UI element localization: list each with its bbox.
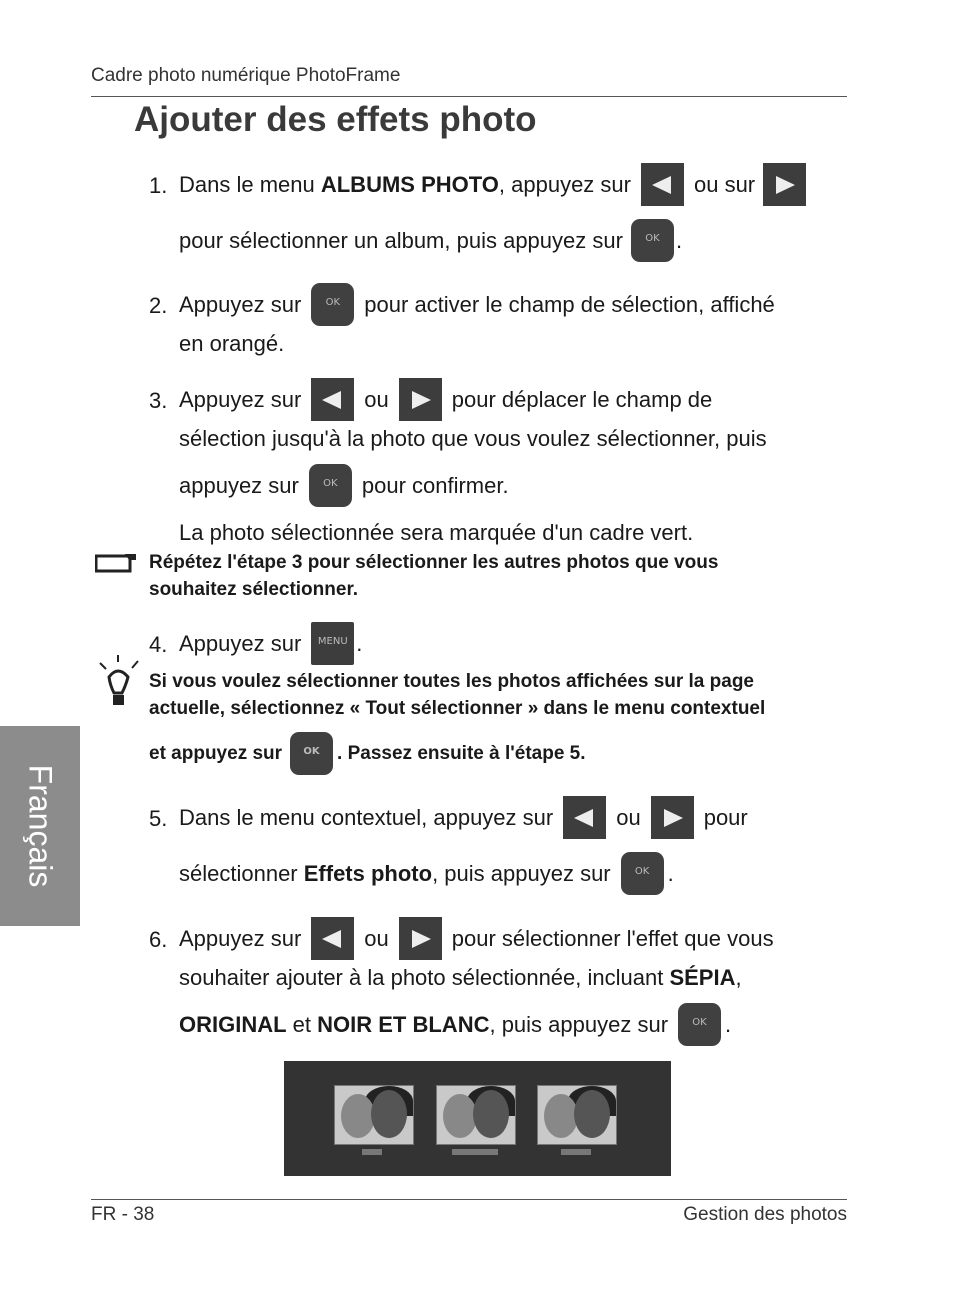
step-1-text-f: . (675, 227, 683, 253)
note-1-line-1: Répétez l'étape 3 pour sélectionner les autres photos que vous (149, 552, 719, 573)
effect-thumbnail-2 (436, 1085, 516, 1145)
step-3-line-3 (179, 464, 509, 507)
step-4-text-b: . (356, 630, 363, 656)
language-side-tab-label: Français (22, 764, 59, 888)
step-3-line-1 (179, 378, 712, 421)
step-3-text-a: Appuyez sur (179, 386, 302, 412)
header-rule (91, 96, 847, 97)
step-6-text-e: SÉPIA (669, 965, 736, 990)
step-6-line-2 (179, 965, 742, 991)
step-1-text-d: ou sur (693, 171, 756, 197)
tip-line-1: Si vous voulez sélectionner toutes les photos affichées sur la page (149, 671, 755, 692)
step-3-text-c: pour déplacer le champ de (451, 386, 713, 412)
step-3-text-b: ou (364, 386, 389, 412)
step-6-text-k: . (725, 1011, 732, 1037)
ok-button-icon: OK (678, 1003, 721, 1046)
step-1-text-b: ALBUMS PHOTO (320, 171, 499, 197)
step-5-text-c: pour (703, 804, 748, 830)
step-6-text-i: NOIR ET BLANC (317, 1011, 490, 1037)
ok-button-icon: OK (311, 283, 354, 326)
language-side-tab (0, 726, 80, 926)
step-6-text-b: ou (364, 925, 389, 951)
step-5-line-2 (179, 852, 674, 895)
step-5-text-e: Effets photo (303, 860, 433, 886)
step-6-line-3 (179, 1003, 731, 1046)
step-3-text-g: La photo sélectionnée sera marquée d'un cadre vert. (179, 520, 694, 545)
step-1-line-2 (179, 219, 682, 262)
step-5-text-d: sélectionner (179, 860, 304, 886)
step-4-line-1 (179, 622, 362, 665)
ok-button-icon: OK (631, 219, 674, 262)
step-6-text-h: et (286, 1011, 318, 1037)
step-5-text-a: Dans le menu contextuel, appuyez sur (179, 804, 554, 830)
step-6-number: 6. (149, 927, 168, 952)
step-1-number: 1. (149, 173, 168, 198)
section-name: Gestion des photos (683, 1204, 847, 1225)
step-6-text-j: , puis appuyez sur (489, 1011, 669, 1037)
step-2-number: 2. (149, 293, 168, 318)
lightbulb-icon (98, 655, 142, 709)
step-6-line-1 (179, 917, 774, 960)
page-title: Ajouter des effets photo (134, 100, 537, 139)
page-number: FR - 38 (91, 1204, 155, 1225)
step-1-text-e: pour sélectionner un album, puis appuyez sur (179, 227, 623, 253)
footer-rule (91, 1199, 847, 1200)
step-1-line-1 (179, 163, 814, 206)
step-5-text-g: . (667, 860, 674, 886)
ok-button-icon: OK (290, 732, 333, 775)
step-5-text-b: ou (616, 804, 641, 830)
right-arrow-button-icon (763, 163, 806, 206)
left-arrow-button-icon (641, 163, 684, 206)
right-arrow-button-icon (651, 796, 694, 839)
effect-thumbnail-3 (537, 1085, 617, 1145)
right-arrow-button-icon (399, 378, 442, 421)
tip-text-3b: . Passez ensuite à l'étape 5. (337, 742, 586, 764)
tip-line-3 (149, 732, 586, 775)
step-2-text-c: en orangé. (179, 331, 285, 356)
step-6-text-d: souhaiter ajouter à la photo sélectionnée, incluant (179, 965, 670, 990)
step-1-text-c: , appuyez sur (498, 171, 631, 197)
tip-line-2: actuelle, sélectionnez « Tout sélectionner » dans le menu contextuel (149, 698, 766, 719)
effect-caption-1 (362, 1149, 382, 1155)
note-1-line-2: souhaitez sélectionner. (149, 579, 359, 600)
left-arrow-button-icon (563, 796, 606, 839)
step-5-number: 5. (149, 806, 168, 831)
step-2-text-b: pour activer le champ de sélection, affiché (364, 291, 775, 317)
step-6-text-a: Appuyez sur (179, 925, 302, 951)
step-3-text-f: pour confirmer. (361, 472, 509, 498)
step-2-line-1 (179, 283, 775, 326)
step-5-text-f: , puis appuyez sur (432, 860, 611, 886)
step-3-text-d: sélection jusqu'à la photo que vous voulez sélectionner, puis (179, 426, 767, 451)
step-1-text-a: Dans le menu (179, 171, 321, 197)
tip-text-3a: et appuyez sur (149, 742, 283, 764)
step-5-line-1 (179, 796, 748, 839)
right-arrow-button-icon (399, 917, 442, 960)
ok-button-icon: OK (621, 852, 664, 895)
effect-thumbnail-1 (334, 1085, 414, 1145)
menu-button-icon: MENU (311, 622, 354, 665)
ok-button-icon: OK (309, 464, 352, 507)
step-3-number: 3. (149, 388, 168, 413)
step-4-number: 4. (149, 632, 168, 657)
step-6-text-f: , (735, 965, 742, 990)
left-arrow-button-icon (311, 378, 354, 421)
left-arrow-button-icon (311, 917, 354, 960)
page-header: Cadre photo numérique PhotoFrame (91, 65, 401, 86)
step-6-text-g: ORIGINAL (179, 1011, 287, 1037)
note-icon (95, 553, 137, 573)
effect-caption-2 (452, 1149, 498, 1155)
step-3-text-e: appuyez sur (179, 472, 299, 498)
effect-caption-3 (561, 1149, 591, 1155)
step-2-text-a: Appuyez sur (179, 291, 302, 317)
step-6-text-c: pour sélectionner l'effet que vous (451, 925, 774, 951)
photo-effects-screenshot (284, 1061, 671, 1176)
step-4-text-a: Appuyez sur (179, 630, 302, 656)
